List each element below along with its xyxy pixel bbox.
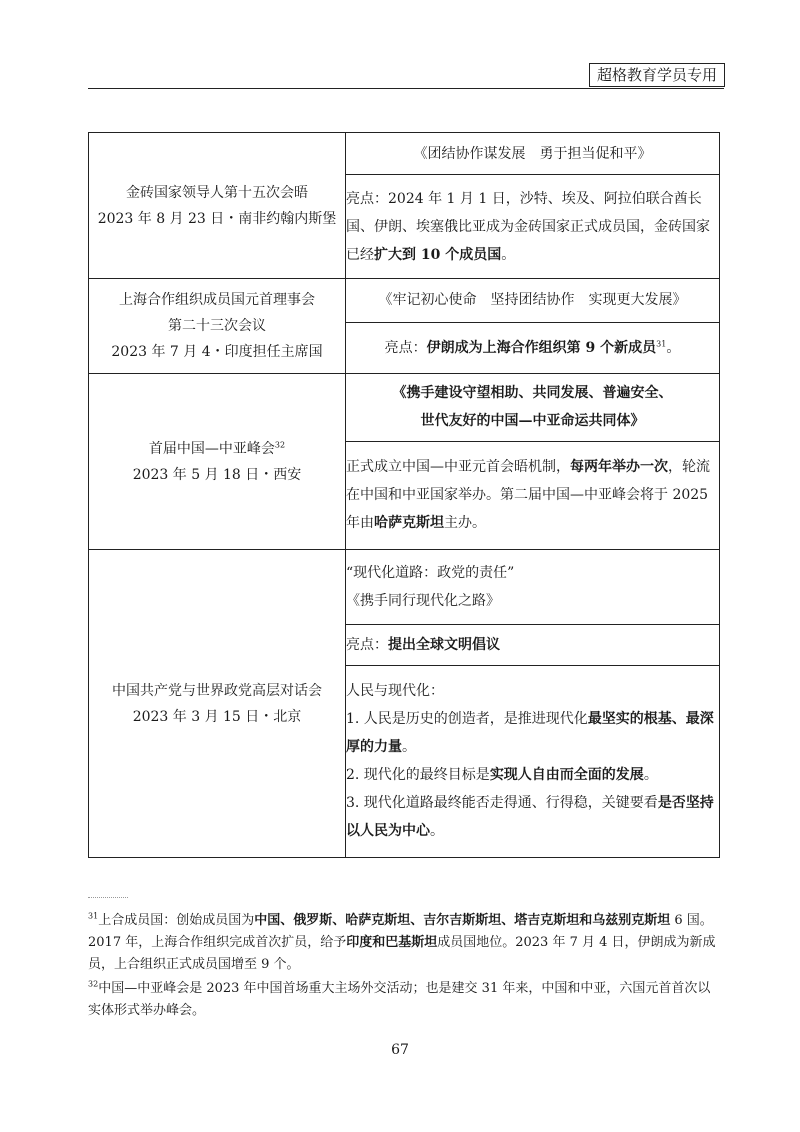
footnote-text: 上合成员国：创始成员国为 <box>98 913 255 928</box>
detail-cell <box>346 175 720 279</box>
speech-title-cell <box>346 133 720 175</box>
detail-text: 。 <box>666 339 681 356</box>
detail-text: 。 <box>430 823 444 840</box>
table-row <box>89 133 720 175</box>
speech-title-cell <box>346 374 720 442</box>
speech-title: 世代友好的中国—中亚命运共同体》 <box>420 413 645 430</box>
footnote-bold: 中国、俄罗斯、哈萨克斯坦、吉尔吉斯斯坦、塔吉克斯坦和乌兹别克斯坦 <box>254 913 671 928</box>
footnote <box>88 978 720 1022</box>
summit-table <box>88 132 720 858</box>
detail-text: 。 <box>402 739 416 756</box>
footnote-text: 中国—中亚峰会是 2023 年中国首场重大主场外交活动；也是建交 31 年来，中国和中亚，六国元首首次以实体形式举办峰会。 <box>88 981 711 1018</box>
detail-bold: 实现人自由而全面的发展 <box>489 767 644 784</box>
detail-bold: 伊朗成为上海合作组织第 9 个新成员 <box>426 339 657 356</box>
speech-title-cell <box>346 279 720 323</box>
detail-bold: 是否坚持以人民为中心 <box>346 795 714 840</box>
footnote-number: 31 <box>88 911 99 921</box>
speech-title: 《携手建设守望相助、共同发展、普遍安全、 <box>392 385 673 402</box>
event-date: 2023 年 7 月 4・印度担任主席国 <box>111 344 323 360</box>
detail-cell <box>346 322 720 373</box>
footnote-bold: 印度和巴基斯坦 <box>346 935 438 950</box>
event-name: 中国共产党与世界政党高层对话会 <box>112 682 322 699</box>
footnote-number: 32 <box>88 979 99 989</box>
event-cell <box>89 550 346 858</box>
detail-text: 1. 人民是历史的创造者，是推进现代化 <box>346 711 588 728</box>
event-date: 2023 年 8 月 23 日・南非约翰内斯堡 <box>97 210 337 227</box>
detail-cell <box>346 441 720 549</box>
detail-text: 亮点： <box>384 339 427 356</box>
detail-bold: 哈萨克斯坦 <box>374 515 444 532</box>
event-cell <box>89 374 346 550</box>
speech-title: 《牢记初心使命 坚持团结协作 实现更大发展》 <box>378 292 687 309</box>
detail-text: 。 <box>501 246 516 263</box>
points-heading: 人民与现代化： <box>346 683 444 700</box>
detail-text: 正式成立中国—中亚元首会晤机制， <box>346 459 570 476</box>
list-item <box>346 789 719 845</box>
page-number: 67 <box>391 1042 409 1058</box>
detail-bold: 最坚实的根基、最深厚的力量 <box>346 711 714 756</box>
footnotes <box>88 910 720 1024</box>
detail-text: 主办。 <box>444 515 486 532</box>
footnote-text: 6 国。2017 年，上海合作组织完成首次扩员，给予 <box>88 913 713 950</box>
dialogue-theme: “现代化道路：政党的责任” <box>346 565 515 582</box>
header-tag: 超格教育学员专用 <box>589 63 725 87</box>
detail-text: 亮点： <box>346 190 388 207</box>
event-cell <box>89 133 346 279</box>
detail-text: 2. 现代化的最终目标是 <box>346 767 490 784</box>
detail-text: 。 <box>643 767 658 784</box>
detail-text: ，轮流在中国和中亚国家举办。第二届中国—中亚峰会将于 2025 年由 <box>346 459 710 532</box>
points-cell <box>346 665 720 857</box>
event-date: 2023 年 3 月 15 日・北京 <box>132 708 302 725</box>
table-row <box>89 279 720 323</box>
speech-title: 《团结协作谋发展 勇于担当促和平》 <box>413 145 652 162</box>
event-cell <box>89 279 346 374</box>
detail-bold: 扩大到 10 个成员国 <box>374 246 502 263</box>
highlight-cell <box>346 625 720 665</box>
speech-title: 《携手同行现代化之路》 <box>346 593 500 610</box>
footnote-separator <box>88 897 128 898</box>
detail-bold: 提出全球文明倡议 <box>388 637 500 654</box>
event-name: 金砖国家领导人第十五次会晤 <box>126 184 308 201</box>
detail-text: 2024 年 1 月 1 日，沙特、埃及、阿拉伯联合酋长国、伊朗、埃塞俄比亚成为金砖国家正式成员国，金砖国家已经 <box>346 190 710 263</box>
list-item <box>346 705 719 761</box>
event-name: 首届中国—中亚峰会 <box>148 440 275 457</box>
footnote-ref: 32 <box>274 439 286 449</box>
speech-title-cell <box>346 550 720 625</box>
detail-text: 亮点： <box>346 637 388 654</box>
event-session: 第二十三次会议 <box>168 318 266 334</box>
footnote-text: 成员国地位。2023 年 7 月 4 日，伊朗成为新成员，上合组织正式成员国增至 9 个。 <box>88 935 716 972</box>
table-row <box>89 374 720 442</box>
list-item <box>346 761 719 789</box>
table-row <box>89 550 720 625</box>
footnote <box>88 910 720 976</box>
detail-text: 3. 现代化道路最终能否走得通、行得稳，关键要看 <box>346 795 658 812</box>
event-name: 上海合作组织成员国元首理事会 <box>119 292 315 308</box>
detail-bold: 每两年举办一次 <box>570 459 668 476</box>
footnote-ref: 31 <box>656 339 667 349</box>
event-date: 2023 年 5 月 18 日・西安 <box>132 466 302 483</box>
header-rule <box>88 88 724 89</box>
